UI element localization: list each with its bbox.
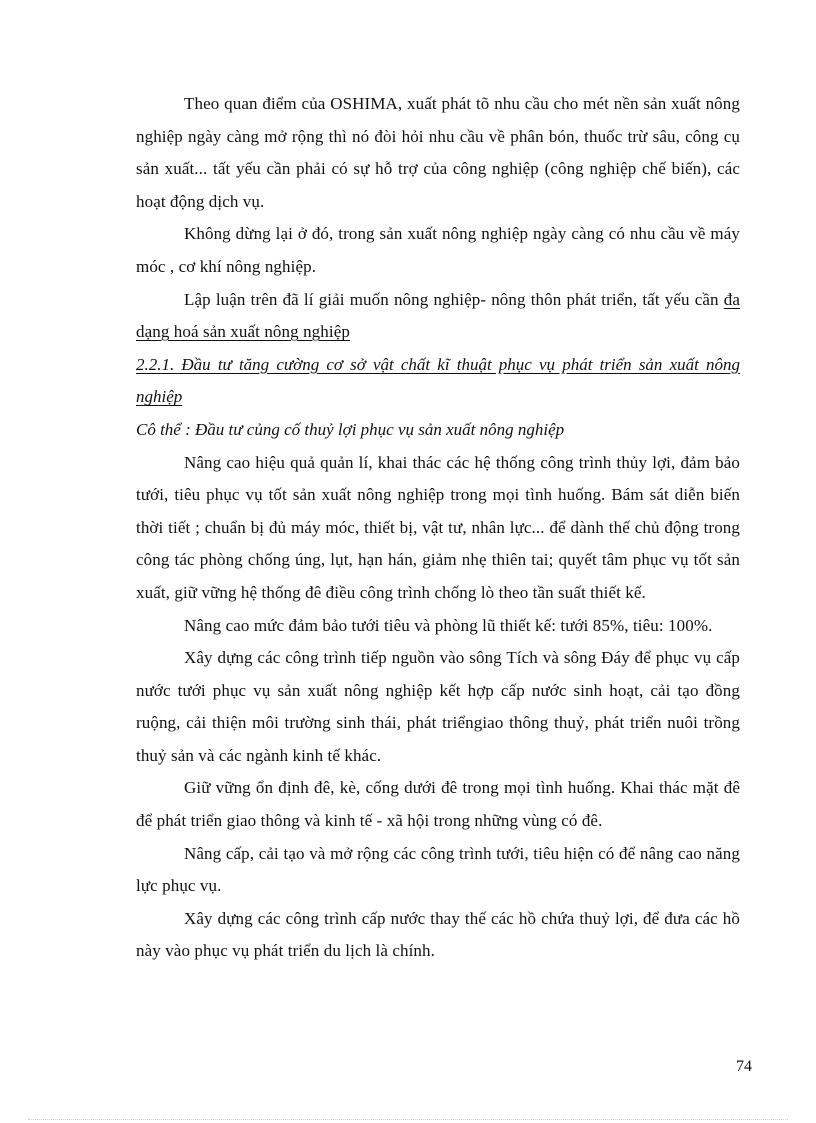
page-number: 74 bbox=[736, 1058, 752, 1075]
paragraph-reservoir-replacement: Xây dựng các công trình cấp nước thay thế các hồ chứa thuỷ lợi, để đưa các hồ này vào phục vụ phát triển du lịch là chính. bbox=[136, 908, 740, 961]
paragraph-dyke-stability: Giữ vững ổn định đê, kè, cống dưới đê trong mọi tình huống. Khai thác mặt đê để phát triển giao thông và kinh tế - xã hội trong những vùng có đê. bbox=[136, 778, 740, 831]
subheading: Cô thể : Đầu tư củng cố thuỷ lợi phục vụ sản xuất nông nghiệp bbox=[136, 419, 565, 439]
conclusion-text: Lập luận trên đã lí giải muốn nông nghiệp- nông thôn phát triển, tất yếu cần bbox=[184, 289, 724, 309]
paragraph-irrigation-efficiency: Nâng cao hiệu quả quản lí, khai thác các hệ thống công trình thủy lợi, đảm bảo tưới, tiêu phục vụ tốt sản xuất nông nghiệp trong mọi tình huống. Bám sát diễn biến thời tiết ; chuẩn bị đủ máy móc, thiết bị, vật tư, nhân lực... để dành thế chủ động trong công tác phòng chống úng, lụt, hạn hán, giảm nhẹ thiên tai; quyết tâm phục vụ tốt sản xuất, giữ vững hệ thống đê điều công trình chống lò theo tần suất thiết kế. bbox=[136, 452, 740, 602]
paragraph-water-supply: Xây dựng các công trình tiếp nguồn vào sông Tích và sông Đáy để phục vụ cấp nước tưới phục vụ sản xuất nông nghiệp kết hợp cấp nước sinh hoạt, cải tạo đồng ruộng, cải thiện môi trường sinh thái, phát triểngiao thông thuỷ, phát triển nuôi trồng thuỷ sản và các ngành kinh tế khác. bbox=[136, 648, 740, 765]
paragraph-irrigation-target: Nâng cao mức đảm bảo tưới tiêu và phòng lũ thiết kế: tưới 85%, tiêu: 100%. bbox=[184, 615, 713, 635]
paragraph-oshima: Theo quan điểm của OSHIMA, xuất phát tõ nhu cầu cho mét nền sản xuất nông nghiệp ngày càng mở rộng thì nó đòi hỏi nhu cầu về phân bón, thuốc trừ sâu, công cụ sản xuất... tất yếu cần phải có sự hỗ trợ của công nghiệp (công nghiệp chế biến), các hoạt động dịch vụ. bbox=[136, 94, 740, 211]
paragraph-machinery: Không dừng lại ở đó, trong sản xuất nông nghiệp ngày càng có nhu cầu về máy móc , cơ khí nông nghiệp. bbox=[136, 224, 740, 276]
paragraph-upgrade-works: Nâng cấp, cải tạo và mở rộng các công trình tưới, tiêu hiện có để nâng cao năng lực phục vụ. bbox=[136, 843, 740, 896]
page-bottom-divider bbox=[28, 1119, 788, 1120]
section-heading: 2.2.1. Đầu tư tăng cường cơ sở vật chất kĩ thuật phục vụ phát triển sản xuất nông nghiệp bbox=[136, 354, 740, 407]
document-body bbox=[136, 88, 740, 968]
paragraph-conclusion bbox=[136, 284, 740, 349]
diversify-link[interactable]: đa dạng hoá sản xuất nông nghiệp bbox=[136, 289, 740, 342]
